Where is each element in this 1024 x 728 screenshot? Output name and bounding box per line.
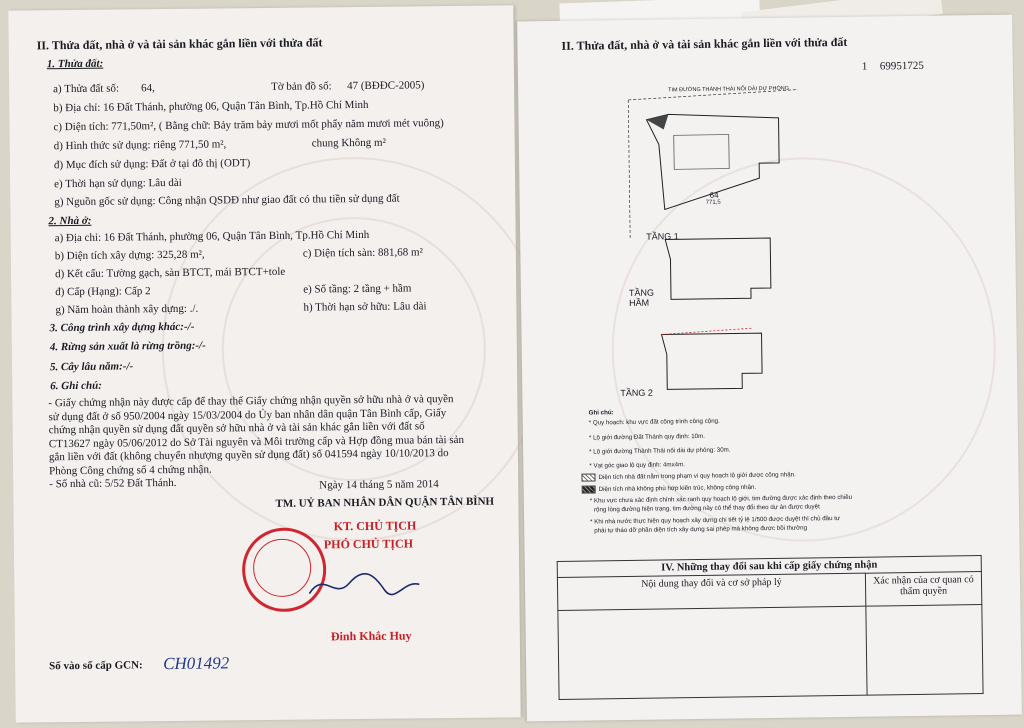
legend-item: * Lộ giới đường Thành Thái nối dài dự phóng: 30m. bbox=[589, 446, 731, 456]
left-page bbox=[8, 5, 520, 722]
parcel-number: 64, bbox=[141, 82, 155, 95]
legend-item: rộng lòng đường hiện trạng, tim đường này có thể thay đổi theo dự án được duyệt bbox=[593, 503, 820, 514]
signer-title-1: KT. CHỦ TỊCH bbox=[333, 518, 417, 534]
section-forest: 4. Rừng sản xuất là rừng trồng:-/- bbox=[49, 339, 206, 354]
note-line: chứng nhận quyền sử dụng đất quyền sở hữu nhà ở và tài sản khác gắn liền với đất số bbox=[48, 420, 425, 437]
legend-item: phải tự tháo dỡ phần diện tích xây dựng sai phép mà không được bồi thường bbox=[594, 524, 808, 535]
legend-item: * Khu vực chưa xác định chính xác ranh quy hoạch lộ giới, tim đường được xác định theo chiều bbox=[589, 493, 853, 505]
usage-common: chung Không m² bbox=[311, 136, 386, 150]
signature bbox=[304, 564, 424, 605]
land-area: c) Diện tích: 771,50m², ( Bằng chữ: Bảy trăm bảy mươi mốt phẩy năm mươi mét vuông) bbox=[53, 117, 444, 134]
legend-item: * Lộ giới đường Đất Thánh quy định: 10m. bbox=[588, 432, 706, 442]
hatch-swatch-dark bbox=[582, 485, 596, 493]
section-2-title: II. Thửa đất, nhà ở và tài sản khác gắn liền với thửa đất bbox=[36, 35, 323, 53]
legend-item: Diện tích nhà đất nằm trong phạm vi quy hoạch lộ giới được công nhận. bbox=[598, 471, 796, 482]
land-address: b) Địa chỉ: 16 Đất Thánh, phường 06, Quận Tân Bình, Tp.Hồ Chí Minh bbox=[53, 98, 369, 115]
parcel-number-label: a) Thửa đất số: bbox=[53, 82, 120, 96]
right-page bbox=[517, 15, 1022, 722]
legend-title: Ghi chú: bbox=[588, 409, 614, 417]
note-line: sử dụng đất ở số 950/2004 ngày 15/03/2004 do Ủy ban nhân dân quận Tân Bình cấp, Giấy bbox=[48, 406, 447, 423]
usage-form: d) Hình thức sử dụng: riêng 771,50 m², bbox=[53, 138, 227, 153]
section-2-title-right: II. Thửa đất, nhà ở và tài sản khác gắn liền với thửa đất bbox=[561, 34, 848, 53]
signer-name: Đinh Khắc Huy bbox=[330, 628, 412, 644]
serial-prefix: 1 bbox=[861, 60, 868, 73]
legend-item: * Vạt góc giao lộ quy định: 4mx4m. bbox=[589, 461, 686, 470]
land-heading: 1. Thửa đất: bbox=[46, 57, 104, 71]
issue-date: Ngày 14 tháng 5 năm 2014 bbox=[319, 478, 439, 492]
legend-item: * Quy hoạch: khu vực đất công trình công cộng. bbox=[588, 417, 720, 427]
seal-emblem bbox=[253, 539, 312, 598]
built-area: b) Diện tích xây dựng: 325,28 m², bbox=[54, 248, 205, 263]
note-line: Phòng Công chứng số 4 chứng nhận. bbox=[49, 463, 212, 477]
usage-purpose: đ) Mục đích sử dụng: Đất ở tại đô thị (ODT) bbox=[53, 157, 251, 172]
floors: e) Số tầng: 2 tầng + hầm bbox=[303, 282, 412, 296]
map-sheet-value: 47 (BĐĐC-2005) bbox=[347, 79, 425, 93]
usage-origin: g) Nguồn gốc sử dụng: Công nhận QSDĐ như giao đất có thu tiền sử dụng đất bbox=[54, 192, 400, 209]
hatch-swatch-light bbox=[581, 473, 595, 481]
house-heading: 2. Nhà ở: bbox=[48, 214, 92, 228]
signer-title-2: PHÓ CHỦ TỊCH bbox=[323, 536, 414, 552]
section-other-works: 3. Công trình xây dựng khác:-/- bbox=[49, 320, 195, 335]
floor-1-label: TẦNG 1 bbox=[646, 231, 679, 242]
section-notes: 6. Ghi chú: bbox=[50, 379, 102, 393]
floor-2-label: TẦNG 2 bbox=[620, 387, 653, 399]
issuing-authority: TM. UỶ BAN NHÂN DÂN QUẬN TÂN BÌNH bbox=[275, 495, 495, 510]
usage-term: e) Thời hạn sử dụng: Lâu dài bbox=[54, 176, 182, 191]
parcel-area-label: 771,5 bbox=[705, 199, 721, 206]
note-line: - Số nhà cũ: 5/52 Đất Thánh. bbox=[49, 476, 177, 491]
notes-block bbox=[48, 393, 504, 492]
note-line: gắn liền với đất (không chuyển nhượng quyền sử dụng đất) số 041594 ngày 10/10/2013 do bbox=[48, 447, 449, 464]
note-line: - Giấy chứng nhận này được cấp để thay thế Giấy chứng nhận quyền sở hữu nhà ở và quyền bbox=[48, 393, 454, 410]
changes-table-title: IV. Những thay đổi sau khi cấp giấy chứng nhận bbox=[557, 556, 981, 578]
col-header-content: Nội dung thay đổi và cơ sở pháp lý bbox=[557, 573, 865, 610]
floor-plan-diagram bbox=[618, 87, 823, 420]
note-line: CT13627 ngày 05/06/2012 do Sở Tài nguyên và Môi trường cấp và Hợp đồng mua bán tài sản bbox=[48, 433, 465, 450]
changes-cell bbox=[558, 606, 867, 699]
grade: đ) Cấp (Hạng): Cấp 2 bbox=[55, 285, 151, 299]
basement-label: TẦNG HẦM bbox=[628, 287, 655, 308]
ownership-term: h) Thời hạn sở hữu: Lâu dài bbox=[303, 300, 427, 314]
section-perennial: 5. Cây lâu năm:-/- bbox=[49, 360, 134, 374]
registry-number: CH01492 bbox=[163, 653, 230, 674]
legend-item: * Khi nhà nước thực hiện quy hoạch xây dựng chi tiết tỷ lệ 1/500 được duyệt thì chủ đầu tư bbox=[590, 515, 841, 526]
serial-number: 69951725 bbox=[879, 59, 924, 73]
changes-cell bbox=[866, 605, 983, 696]
legend-item: Diện tích nhà không phù hợp kiến trúc, không công nhận. bbox=[598, 483, 757, 494]
col-header-confirmation: Xác nhận của cơ quan có thẩm quyền bbox=[865, 572, 982, 607]
changes-table-row bbox=[558, 605, 983, 700]
road-label: TIM ĐƯỜNG THÀNH THÁI NỐI DÀI DỰ PHÓNG bbox=[668, 85, 790, 94]
map-sheet-label: Tờ bản đồ số: bbox=[271, 80, 332, 93]
parcel-no-label: 64 bbox=[709, 190, 719, 200]
completion-year: g) Năm hoàn thành xây dựng: ./. bbox=[55, 302, 199, 317]
changes-table bbox=[557, 555, 984, 700]
house-address: a) Địa chỉ: 16 Đất Thánh, phường 06, Quận Tân Bình, Tp.Hồ Chí Minh bbox=[54, 228, 370, 245]
floor-area: c) Diện tích sàn: 881,68 m² bbox=[302, 246, 423, 260]
structure: d) Kết cấu: Tường gạch, sàn BTCT, mái BTCT+tole bbox=[54, 265, 286, 281]
registry-label: Số vào số cấp GCN: bbox=[49, 659, 143, 673]
